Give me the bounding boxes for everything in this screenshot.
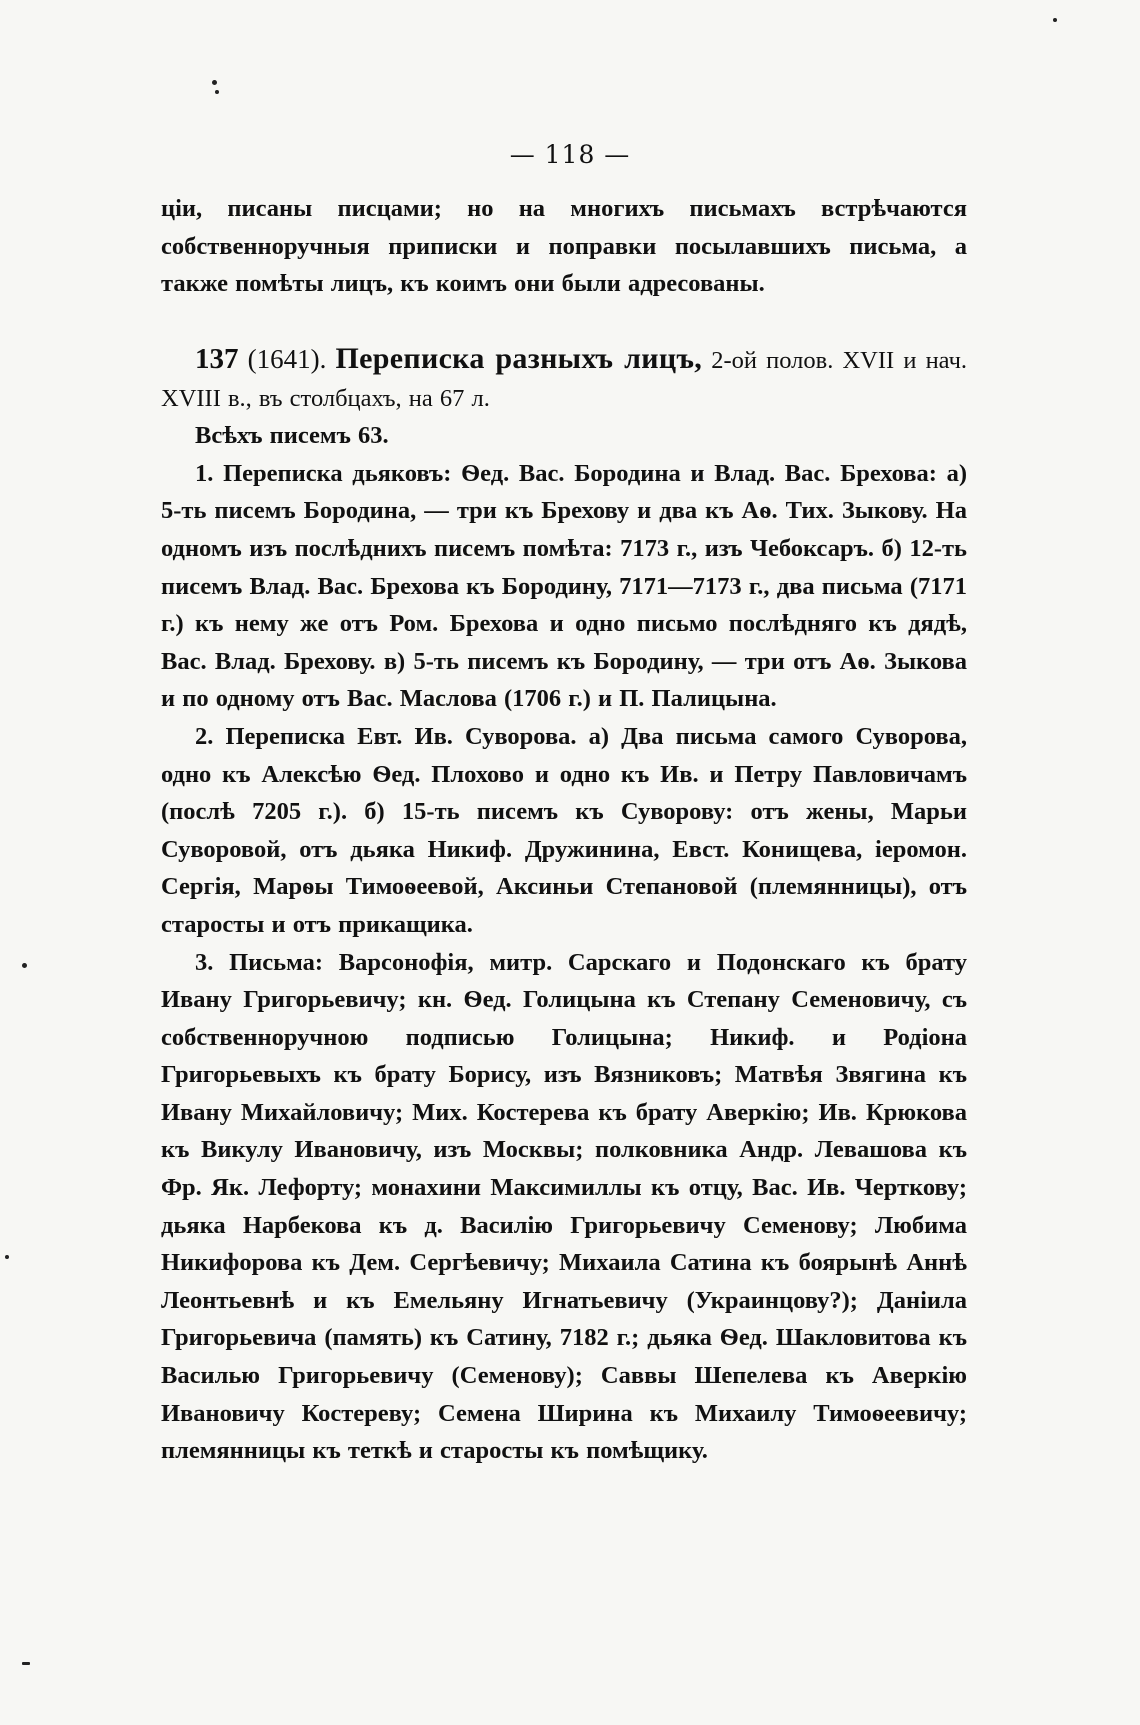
intro-paragraph: ціи, писаны писцами; но на многихъ письмахъ встрѣчаются собственноручныя приписки и поправки посылавшихъ письма, а также помѣты лицъ, къ коимъ они были адресованы. xyxy=(161,195,967,298)
scan-speck xyxy=(212,80,217,85)
entry-title: Переписка разныхъ лицъ, xyxy=(335,342,703,375)
entry-code: (1641). xyxy=(247,344,327,374)
catalog-entry xyxy=(161,340,967,1470)
entry-paragraph-1: 1. Переписка дьяковъ: Ѳед. Вас. Бородина и Влад. Вас. Брехова: а) 5-ть писемъ Бородина, — три къ Брехову и два къ Аѳ. Тих. Зыкову. На одномъ изъ послѣднихъ писемъ помѣта: 7173 г., изъ Чебоксаръ. б) 12-ть писемъ Влад. Вас. Брехова къ Бородину, 7171—7173 г., два письма (7171 г.) къ нему же отъ Ром. Брехова и одно письмо послѣдняго къ дядѣ, Вас. Влад. Брехову. в) 5-ть писемъ къ Бородину, — три отъ Аѳ. Зыкова и по одному отъ Вас. Маслова (1706 г.) и П. Палицына. xyxy=(161,459,967,713)
scan-speck xyxy=(22,963,27,968)
scan-speck xyxy=(215,90,219,94)
scan-speck xyxy=(5,1255,9,1259)
entry-heading xyxy=(161,340,967,417)
entry-paragraph-2: 2. Переписка Евт. Ив. Суворова. а) Два письма самого Суворова, одно къ Алексѣю Ѳед. Плохово и одно къ Ив. и Петру Павловичамъ (послѣ 7205 г.). б) 15-ть писемъ къ Суворову: отъ жены, Марьи Суворовой, отъ дьяка Никиф. Дружинина, Евст. Конищева, іеромон. Сергія, Марѳы Тимоѳеевой, Аксиньи Степановой (племянницы), отъ старосты и отъ прикащика. xyxy=(161,722,967,938)
scan-speck xyxy=(22,1662,30,1665)
intro-paragraph-block xyxy=(161,190,967,303)
entry-paragraph-3: 3. Письма: Варсонофія, митр. Сарскаго и Подонскаго къ брату Ивану Григорьевичу; кн. Ѳед. Голицына къ Степану Семеновичу, съ собственноручною подписью Голицына; Никиф. и Родіона Григорьевыхъ къ брату Борису, изъ Вязниковъ; Матвѣя Звягина къ Ивану Михайловичу; Мих. Костерева къ брату Аверкію; Ив. Крюкова къ Викулу Ивановичу, изъ Москвы; полковника Андр. Левашова къ Фр. Як. Лефорту; монахини Максимиллы къ отцу, Вас. Ив. Черткову; дьяка Нарбекова къ д. Василію Григорьевичу Семенову; Любима Никифорова къ Дем. Сергѣевичу; Михаила Сатина къ боярынѣ Аннѣ Леонтьевнѣ и къ Емельяну Игнатьевичу (Украинцову?); Даніила Григорьевича (память) къ Сатину, 7182 г.; дьяка Ѳед. Шакловитова къ Василью Григорьевичу (Семенову); Саввы Шепелева къ Аверкію Ивановичу Костереву; Семена Ширина къ Михаилу Тимоѳеевичу; племянницы къ теткѣ и старосты къ помѣщику. xyxy=(161,948,967,1465)
entry-dating: 2-ой полов. XVII и нач. XVIII в., въ столбцахъ, на 67 л. xyxy=(161,347,968,412)
entry-number: 137 xyxy=(195,343,239,375)
entry-letter-count: Всѣхъ писемъ 63. xyxy=(195,422,389,450)
page-number: — 118 — xyxy=(509,140,631,169)
scan-speck xyxy=(1053,18,1057,22)
